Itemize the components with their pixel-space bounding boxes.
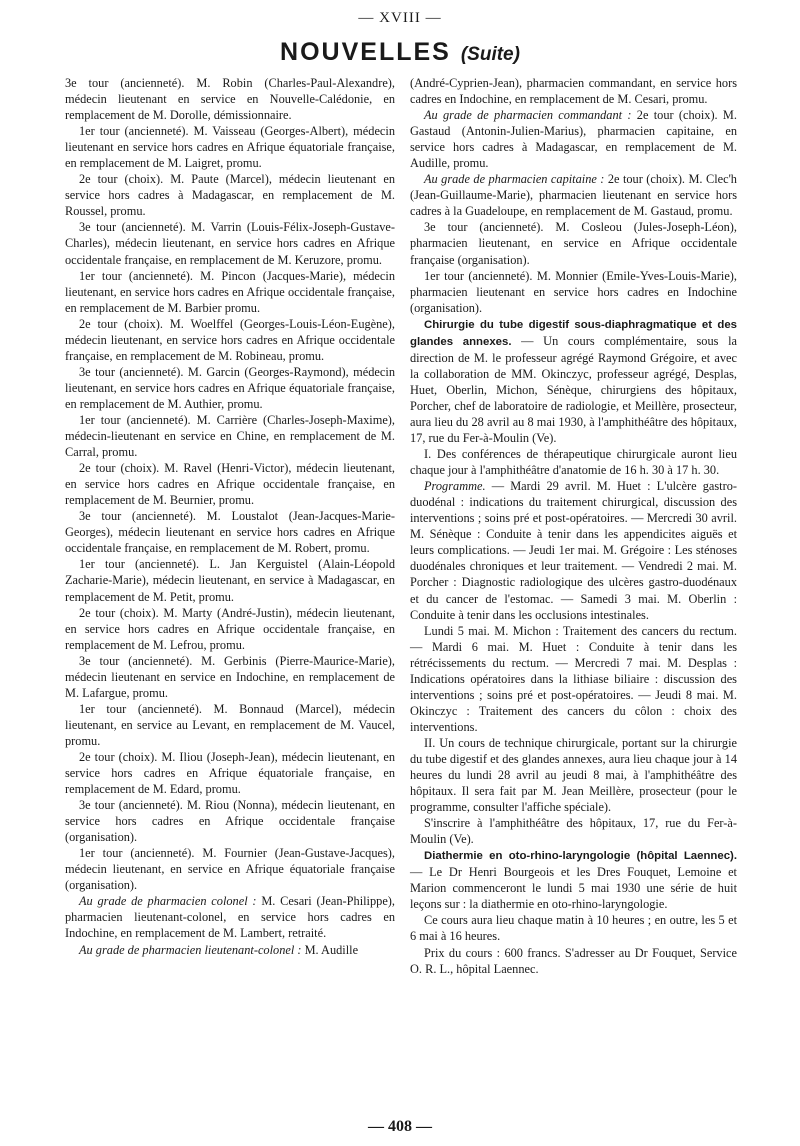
paragraph-text: 3e tour (ancienneté). M. Garcin (Georges-Raymond), médecin lieutenant, en service hors cadres en Afrique équatoriale française, en remplacement de M. Authier, promu. <box>65 364 395 411</box>
paragraph <box>65 219 395 267</box>
paragraph-text: 1er tour (ancienneté). M. Fournier (Jean-Gustave-Jacques), médecin lieutenant, en service en Afrique équatoriale française (organisation). <box>65 846 395 893</box>
section-heading: Chirurgie du tube digestif sous-diaphragmatique et des glandes annexes. <box>410 318 737 348</box>
section-title: NOUVELLES <box>280 38 451 66</box>
paragraph-text: 2e tour (choix). M. Marty (André-Justin), médecin lieutenant, en service hors cadres en Afrique occidentale française, en remplacement de M. Lefrou, promu. <box>65 605 395 652</box>
paragraph-text: — Un cours complémentaire, sous la direction de M. le professeur agrégé Raymond Grégoire, et avec la collaboration de MM. Okinczyc, professeur agrégé, Desplas, Huet, Oberlin, Michon, Sénèque, chirurgiens des hôpitaux, Porcher, chef de laboratoire de radiologie, et Meillère, prosecteur, aura lieu du 28 avril au 8 mai 1930, à l'amphithéâtre des hôpitaux, 17, rue du Fer-à-Moulin (Ve). <box>410 333 738 446</box>
left-column <box>65 75 395 958</box>
paragraph-text: I. Des conférences de thérapeutique chirurgicale auront lieu chaque jour à l'amphithéâtre d'anatomie de 16 h. 30 à 17 h. 30. <box>410 447 737 478</box>
paragraph-text: 3e tour (ancienneté). M. Gerbinis (Pierre-Maurice-Marie), médecin lieutenant en service en Indochine, en remplacement de M. Lafargue, promu. <box>65 653 395 700</box>
paragraph-text: 1er tour (ancienneté). M. Vaisseau (Georges-Albert), médecin lieutenant en service hors cadres en Afrique équatoriale française, en remplacement de M. Laigret, promu. <box>65 124 395 171</box>
italic-lead: Au grade de pharmacien commandant : <box>424 108 632 123</box>
paragraph-text: (André-Cyprien-Jean), pharmacien commandant, en service hors cadres en Indochine, en remplacement de M. Cesari, promu. <box>410 76 737 107</box>
paragraph-text: 3e tour (ancienneté). M. Loustalot (Jean-Jacques-Marie-Georges), médecin lieutenant en service hors cadres en Afrique occidentale française, en remplacement de M. Robert, promu. <box>65 509 395 556</box>
paragraph-text: 3e tour (ancienneté). M. Riou (Nonna), médecin lieutenant, en service hors cadres en Afrique occidentale française (organisation). <box>65 798 395 845</box>
paragraph-text: 1er tour (ancienneté). L. Jan Kerguistel (Alain-Léopold Zacharie-Marie), médecin lieutenant, en service à Madagascar, en remplacement de M. Petit, promu. <box>65 557 395 604</box>
paragraph-text: 1er tour (ancienneté). M. Carrière (Charles-Joseph-Maxime), médecin-lieutenant en service en Chine, en remplacement de M. Carral, promu. <box>65 412 395 460</box>
paragraph-text: M. Cesari (Jean-Philippe), pharmacien lieutenant-colonel, en service hors cadres en Indochine, en remplacement de M. Lambert, retraité. <box>65 894 395 941</box>
paragraph-text: M. Audille <box>301 942 359 957</box>
page-number: — 408 — <box>368 1118 432 1135</box>
paragraph <box>65 845 395 893</box>
paragraph <box>65 749 395 797</box>
paragraph-text: 2e tour (choix). M. Gastaud (Antonin-Julien-Marius), pharmacien capitaine, en service hors cadres à Madagascar, en remplacement de M. Audille, promu. <box>410 108 737 171</box>
right-column <box>410 75 737 977</box>
paragraph-text: II. Un cours de technique chirurgicale, portant sur la chirurgie du tube digestif et des glandes annexes, aura lieu chaque jour à 14 heures du lundi 28 avril au jeudi 8 mai, à l'amphithéâtre des hôpitaux. Il sera fait par M. Jean Meillère, prosecteur (pour le programme, consulter l'affiche spéciale). <box>410 735 737 815</box>
paragraph-text: Lundi 5 mai. M. Michon : Traitement des cancers du rectum. — Mardi 6 mai. M. Huet : Conduite à tenir dans les rétrécissements du rectum. — Mercredi 7 mai. M. Desplas : Indications opératoires dans la lithiase biliaire : discussion des interventions ; soins pré et post-opératoires. — Jeudi 8 mai. M. Okinczyc : Traitement des cancers du côlon : choix des interventions. <box>410 623 737 734</box>
paragraph <box>410 219 737 267</box>
paragraph <box>65 508 395 556</box>
paragraph-text: 3e tour (ancienneté). M. Varrin (Louis-Félix-Joseph-Gustave-Charles), médecin lieutenant, en service hors cadres en Afrique occidentale française, en remplacement de M. Keruzore, promu. <box>65 220 395 267</box>
paragraph <box>410 446 737 478</box>
paragraph <box>410 268 737 316</box>
page-title <box>0 38 800 67</box>
paragraph-text: Prix du cours : 600 francs. S'adresser au Dr Fouquet, Service O. R. L., hôpital Laennec. <box>410 945 737 976</box>
paragraph-text: 2e tour (choix). M. Iliou (Joseph-Jean), médecin lieutenant, en service hors cadres en Afrique équatoriale française, en remplacement de M. Edard, promu. <box>65 749 395 797</box>
italic-lead: Au grade de pharmacien capitaine : <box>424 172 605 187</box>
paragraph-text: — Le Dr Henri Bourgeois et les Dres Fouquet, Lemoine et Marion commenceront le lundi 5 mai 1930 une série de huit leçons sur : la diathermie en oto-rhino-laryngologie. <box>410 865 737 912</box>
paragraph <box>410 945 737 977</box>
paragraph <box>65 460 395 508</box>
paragraph <box>410 75 737 107</box>
paragraph <box>410 316 737 446</box>
paragraph <box>65 316 395 364</box>
paragraph <box>65 893 395 941</box>
paragraph <box>65 268 395 316</box>
paragraph <box>410 623 737 735</box>
paragraph <box>65 556 395 604</box>
paragraph-text: 3e tour (ancienneté). M. Robin (Charles-Paul-Alexandre), médecin lieutenant en service en Nouvelle-Calédonie, en remplacement de M. Dorolle, démissionnaire. <box>65 76 395 123</box>
paragraph <box>65 701 395 749</box>
paragraph-text: 1er tour (ancienneté). M. Pincon (Jacques-Marie), médecin lieutenant, en service hors cadres en Afrique occidentale française, en remplacement de M. Barbier promu. <box>65 268 395 315</box>
paragraph <box>65 653 395 701</box>
paragraph <box>410 912 737 944</box>
paragraph-text: 1er tour (ancienneté). M. Bonnaud (Marcel), médecin lieutenant, en service au Levant, en remplacement de M. Vaucel, promu. <box>65 701 395 748</box>
section-heading: Diathermie en oto-rhino-laryngologie (hôpital Laennec). <box>424 850 737 863</box>
section-title-suffix: (Suite) <box>460 44 520 65</box>
paragraph <box>65 797 395 845</box>
italic-lead: Au grade de pharmacien colonel : <box>79 894 257 909</box>
paragraph-text: — Mardi 29 avril. M. Huet : L'ulcère gastro-duodénal : indications du traitement chirurgical, discussion des interventions ; soins pré et post-opératoires. — Mercredi 30 avril. M. Sénèque : Conduite à tenir dans les appendicites aiguës et leurs complications. — Jeudi 1er mai. M. Grégoire : Les sténoses duodénales chroniques et leur traitement. — Vendredi 2 mai. M. Porcher : Diagnostic radiologique des ulcères gastro-duodénaux et du cancer de l'estomac. — Samedi 3 mai. M. Oberlin : Conduite à tenir dans les occlusions intestinales. <box>410 479 737 622</box>
paragraph <box>410 107 737 171</box>
paragraph <box>410 735 737 815</box>
italic-lead: Programme. <box>424 479 486 494</box>
paragraph <box>65 171 395 219</box>
italic-lead: Au grade de pharmacien lieutenant-colonel : <box>79 942 302 957</box>
paragraph-text: 3e tour (ancienneté). M. Cosleou (Jules-Joseph-Léon), pharmacien lieutenant, en service en Afrique occidentale française (organisation). <box>410 220 737 267</box>
paragraph-text: 1er tour (ancienneté). M. Monnier (Emile-Yves-Louis-Marie), pharmacien lieutenant en service hors cadres en Indochine (organisation). <box>410 268 737 315</box>
paragraph <box>410 478 737 622</box>
paragraph-text: 2e tour (choix). M. Ravel (Henri-Victor), médecin lieutenant, en service hors cadres en Afrique occidentale française, en remplacement de M. Beurnier, promu. <box>65 461 395 508</box>
paragraph-text: Ce cours aura lieu chaque matin à 10 heures ; en outre, les 5 et 6 mai à 16 heures. <box>410 913 737 944</box>
paragraph-text: 2e tour (choix). M. Woelffel (Georges-Louis-Léon-Eugène), médecin lieutenant, en service hors cadres en Afrique occidentale française, en remplacement de M. Robineau, promu. <box>65 316 395 363</box>
paragraph <box>65 412 395 460</box>
paragraph <box>410 171 737 219</box>
paragraph-text: S'inscrire à l'amphithéâtre des hôpitaux, 17, rue du Fer-à-Moulin (Ve). <box>410 816 737 847</box>
paragraph <box>410 815 737 847</box>
paragraph <box>65 364 395 412</box>
paragraph-text: 2e tour (choix). M. Clec'h (Jean-Guillaume-Marie), pharmacien lieutenant en service hors cadres à la Guadeloupe, en remplacement de M. Gastaud, promu. <box>410 172 737 219</box>
paragraph <box>410 847 737 912</box>
paragraph <box>65 75 395 123</box>
paragraph <box>65 605 395 653</box>
paragraph-text: 2e tour (choix). M. Paute (Marcel), médecin lieutenant en service hors cadres à Madagascar, en remplacement de M. Roussel, promu. <box>65 172 395 219</box>
roman-page-number: — XVIII — <box>358 10 442 26</box>
paragraph <box>65 942 395 958</box>
paragraph <box>65 123 395 171</box>
